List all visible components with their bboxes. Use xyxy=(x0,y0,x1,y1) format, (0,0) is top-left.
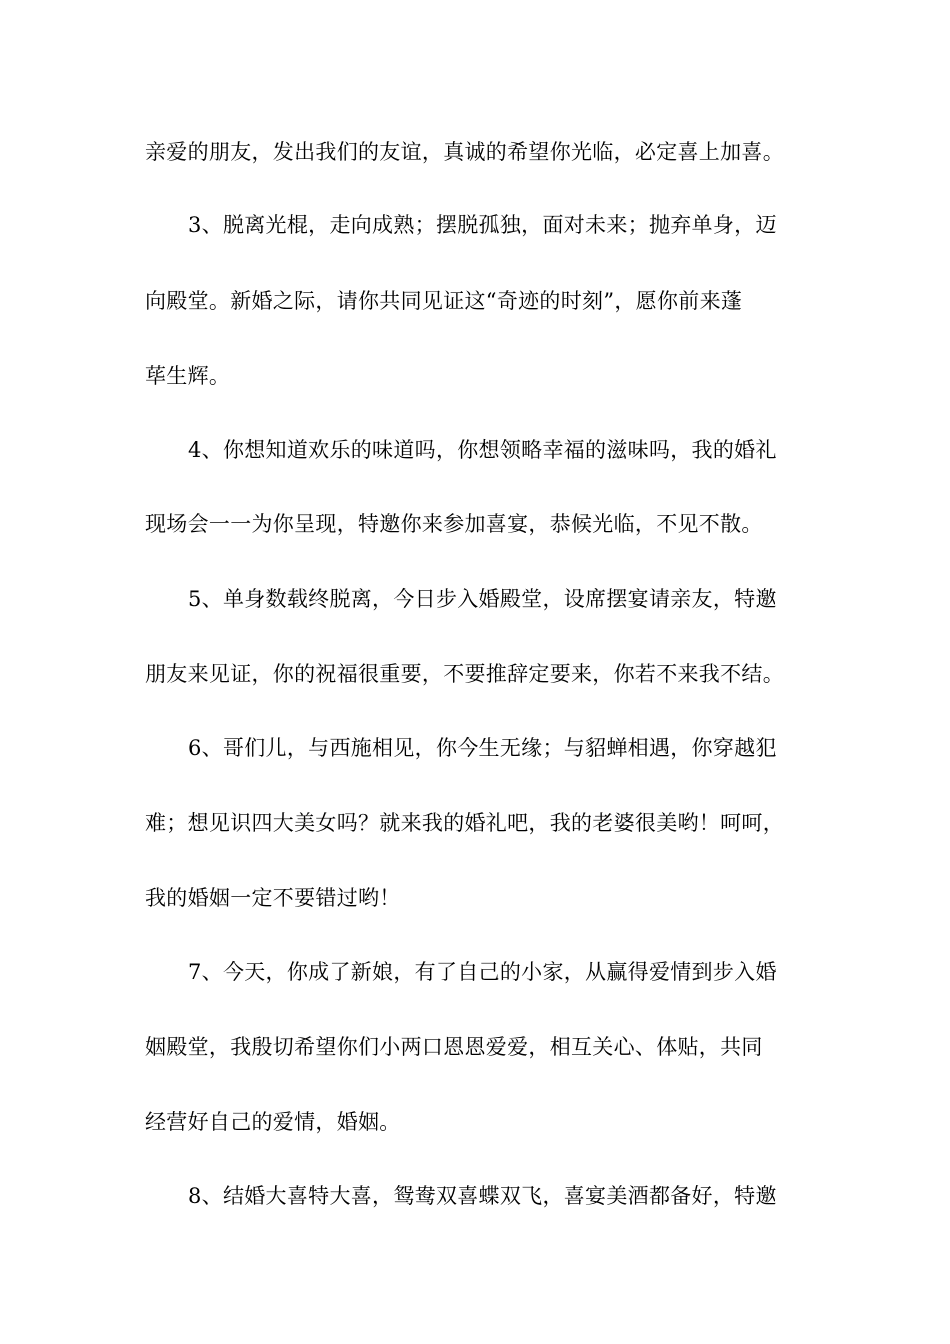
text-line: 3、脱离光棍，走向成熟；摆脱孤独，面对未来；抛弃单身，迈 xyxy=(188,213,777,237)
text-line: 朋友来见证，你的祝福很重要，不要推辞定要来，你若不来我不结。 xyxy=(145,662,784,686)
text-line: 7、今天，你成了新娘，有了自己的小家，从赢得爱情到步入婚 xyxy=(188,960,777,984)
text-line: 6、哥们儿，与西施相见，你今生无缘；与貂蝉相遇，你穿越犯 xyxy=(188,736,777,760)
text-line: 亲爱的朋友，发出我们的友谊，真诚的希望你光临，必定喜上加喜。 xyxy=(145,140,784,164)
text-line: 5、单身数载终脱离，今日步入婚殿堂，设席摆宴请亲友，特邀 xyxy=(188,587,777,611)
text-line: 经营好自己的爱情，婚姻。 xyxy=(145,1110,401,1134)
text-line: 8、结婚大喜特大喜，鸳鸯双喜蝶双飞，喜宴美酒都备好，特邀 xyxy=(188,1184,777,1208)
text-line: 现场会一一为你呈现，特邀你来参加喜宴，恭候光临，不见不散。 xyxy=(145,512,763,536)
text-line: 向殿堂。新婚之际，请你共同见证这“奇迹的时刻”，愿你前来蓬 xyxy=(145,289,743,313)
text-line: 姻殿堂，我殷切希望你们小两口恩恩爱爱，相互关心、体贴，共同 xyxy=(145,1035,763,1059)
text-line: 难；想见识四大美女吗？就来我的婚礼吧，我的老婆很美哟！呵呵， xyxy=(145,811,784,835)
text-line: 我的婚姻一定不要错过哟！ xyxy=(145,886,401,910)
text-line: 荜生辉。 xyxy=(145,364,231,388)
text-line: 4、你想知道欢乐的味道吗，你想领略幸福的滋味吗，我的婚礼 xyxy=(188,438,777,462)
